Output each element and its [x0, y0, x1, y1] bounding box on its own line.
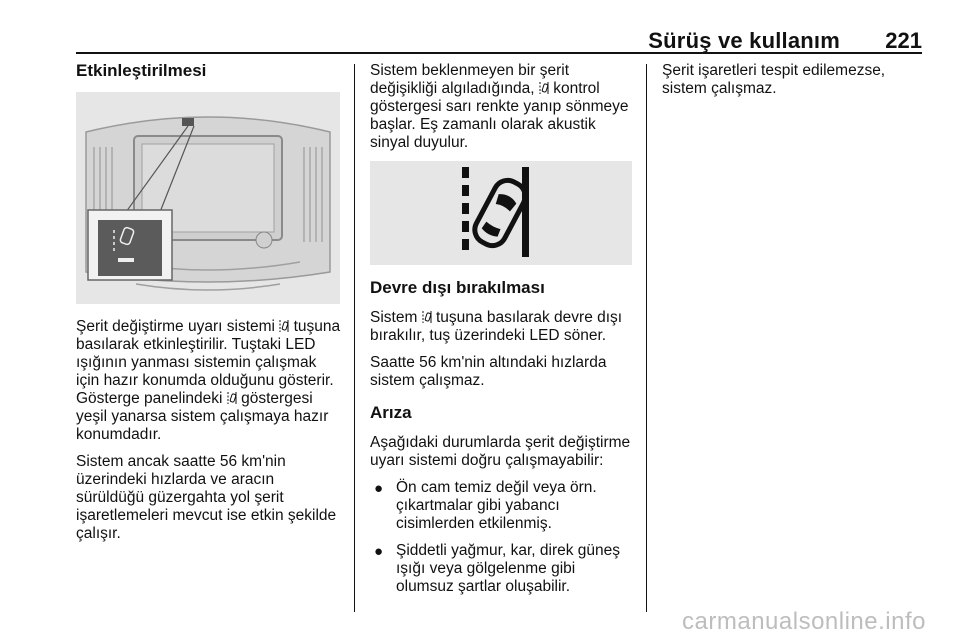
text-activation-b: tuşuna basılarak etkinleştirilir. Tuştaki LED ışığının yanması sistemin çalışmak için hazır konumda olduğunu gösterir. Gösterge panelindeki	[76, 318, 341, 407]
lane-departure-icon	[279, 319, 289, 333]
paragraph-low-speed: Saatte 56 km'nin altındaki hızlarda sistem çalışmaz.	[370, 354, 607, 389]
column-divider-left	[354, 64, 355, 612]
list-item-text: Şiddetli yağmur, kar, direk güneş ışığı veya gölgelenme gibi olumsuz şartlar oluşabilir.	[396, 542, 621, 595]
text-activation-a: Şerit değiştirme uyarı sistemi	[76, 318, 275, 335]
section-heading-deactivation: Devre dışı bırakılması	[370, 278, 545, 297]
dashboard-illustration	[76, 92, 340, 304]
paragraph-activation	[76, 318, 342, 444]
list-item	[370, 542, 636, 596]
bullet-dot: ●	[374, 480, 384, 497]
text-deactivation-a: Sistem	[370, 309, 418, 326]
text-warning-b: kontrol göstergesi sarı renkte yanıp sönmeye başlar. Eş zamanlı olarak akustik sinyal duyulur.	[370, 80, 629, 151]
column-2	[370, 62, 636, 605]
list-item	[370, 479, 636, 533]
bullet-dot: ●	[374, 543, 384, 560]
watermark: carmanualsonline.info	[682, 608, 926, 635]
header-title: Sürüş ve kullanım	[648, 28, 840, 53]
page-number: 221	[885, 28, 922, 53]
fault-conditions-list	[370, 479, 636, 596]
lane-departure-icon	[539, 81, 549, 95]
text-deactivation-b: tuşuna basılarak devre dışı bırakılır, tuş üzerindeki LED söner.	[370, 309, 623, 344]
text-warning-a: Sistem beklenmeyen bir şerit değişikliği algıladığında,	[370, 62, 569, 97]
column-1	[76, 62, 342, 552]
section-heading-fault: Arıza	[370, 403, 412, 422]
paragraph-warning	[370, 62, 636, 152]
header-rule	[76, 52, 922, 54]
paragraph-no-markings: Şerit işaretleri tespit edilemezse, sistem çalışmaz.	[662, 62, 886, 97]
lane-departure-icon	[227, 391, 237, 405]
list-item-text: Ön cam temiz değil veya örn. çıkartmalar gibi yabancı cisimlerden etkilenmiş.	[396, 479, 597, 532]
paragraph-fault-intro: Aşağıdaki durumlarda şerit değiştirme uyarı sistemi doğru çalışmayabilir:	[370, 434, 631, 469]
lane-departure-icon	[422, 310, 432, 324]
paragraph-deactivation	[370, 309, 636, 345]
paragraph-speed-condition: Sistem ancak saatte 56 km'nin üzerindeki hızlarda ve aracın sürüldüğü güzergahta yol şerit işaretlemeleri mevcut ise etkin şekilde çalışır.	[76, 453, 337, 542]
lane-departure-symbol-illustration	[370, 161, 632, 265]
column-3	[662, 62, 928, 107]
text-activation-c: göstergesi yeşil yanarsa sistem çalışmaya hazır konumdadır.	[76, 390, 329, 443]
column-divider-right	[646, 64, 647, 612]
section-heading-activation: Etkinleştirilmesi	[76, 61, 207, 80]
